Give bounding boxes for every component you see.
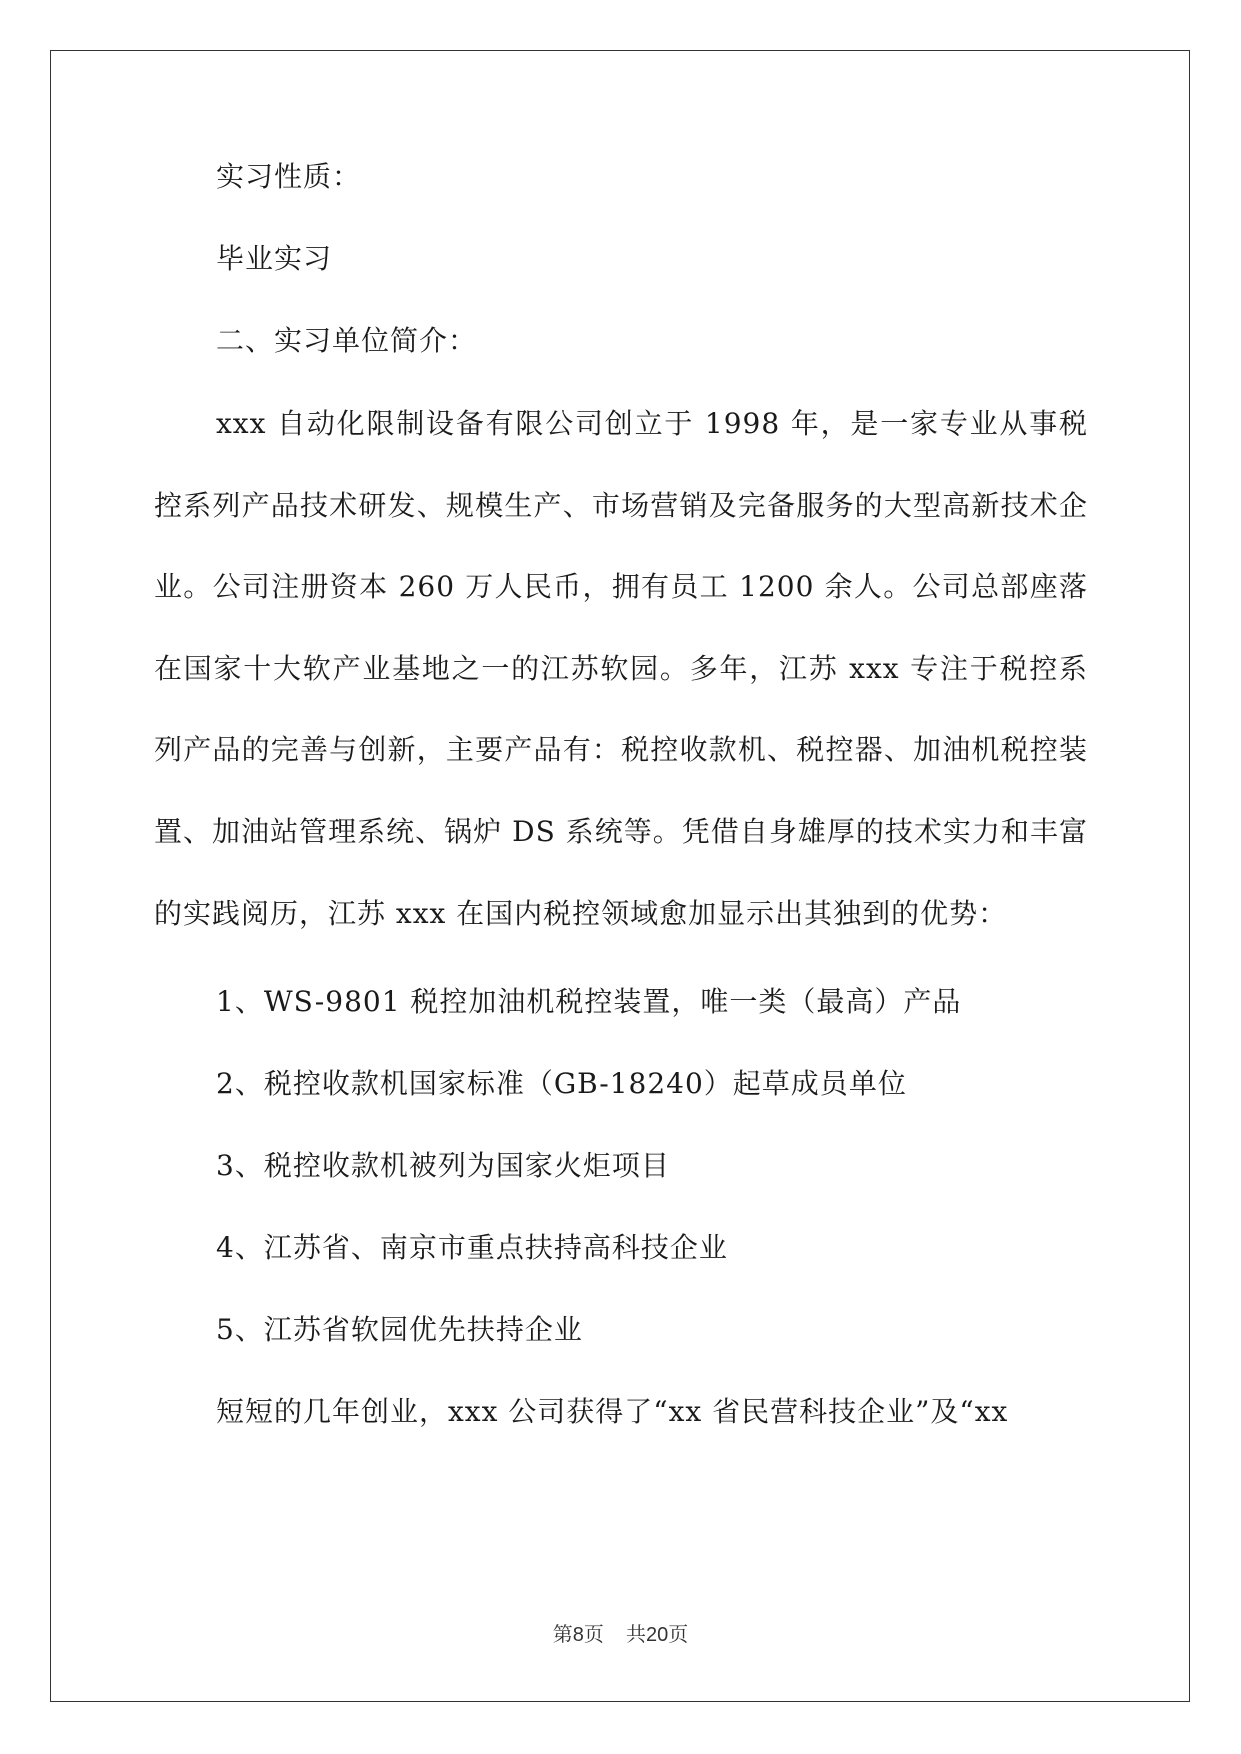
document-body — [154, 158, 1088, 1431]
list-item: 1、WS-9801 税控加油机税控装置，唯一类（最高）产品 — [216, 985, 962, 1019]
footer-total-pages: 20 — [646, 1624, 669, 1646]
company-intro-paragraph: xxx 自动化限制设备有限公司创立于 1998 年，是一家专业从事税控系列产品技术研发、规模生产、市场营销及完备服务的大型高新技术企业。公司注册资本 260 万人民币，拥有员工 1200 余人。公司总部座落在国家十大软产业基地之一的江苏软园。多年，江苏 xxx 专注于税控系列产品的完善与创新，主要产品有：税控收款机、税控器、加油机税控装置、加油站管理系统、锅炉 DS 系统等。凭借自身雄厚的技术实力和丰富的实践阅历，江苏 xxx 在国内税控领域愈加显示出其独到的优势： — [154, 407, 1088, 930]
page-footer — [0, 1618, 1241, 1647]
last-line: 短短的几年创业，xxx 公司获得了“xx 省民营科技企业”及“xx — [216, 1395, 1009, 1429]
footer-page-prefix: 第 — [552, 1624, 573, 1646]
footer-page-suffix: 页 — [583, 1624, 604, 1646]
list-item: 5、江苏省软园优先扶持企业 — [216, 1313, 583, 1347]
footer-total-suffix: 页 — [668, 1624, 689, 1646]
internship-nature-label: 实习性质： — [216, 160, 362, 193]
footer-page-number: 8 — [572, 1624, 584, 1646]
internship-nature-value: 毕业实习 — [216, 242, 333, 275]
section-heading: 二、实习单位简介： — [216, 324, 478, 357]
list-item: 4、江苏省、南京市重点扶持高科技企业 — [216, 1231, 728, 1265]
footer-total-prefix: 共 — [626, 1624, 647, 1646]
list-item: 3、税控收款机被列为国家火炬项目 — [216, 1149, 670, 1183]
list-item: 2、税控收款机国家标准（GB-18240）起草成员单位 — [216, 1067, 907, 1101]
